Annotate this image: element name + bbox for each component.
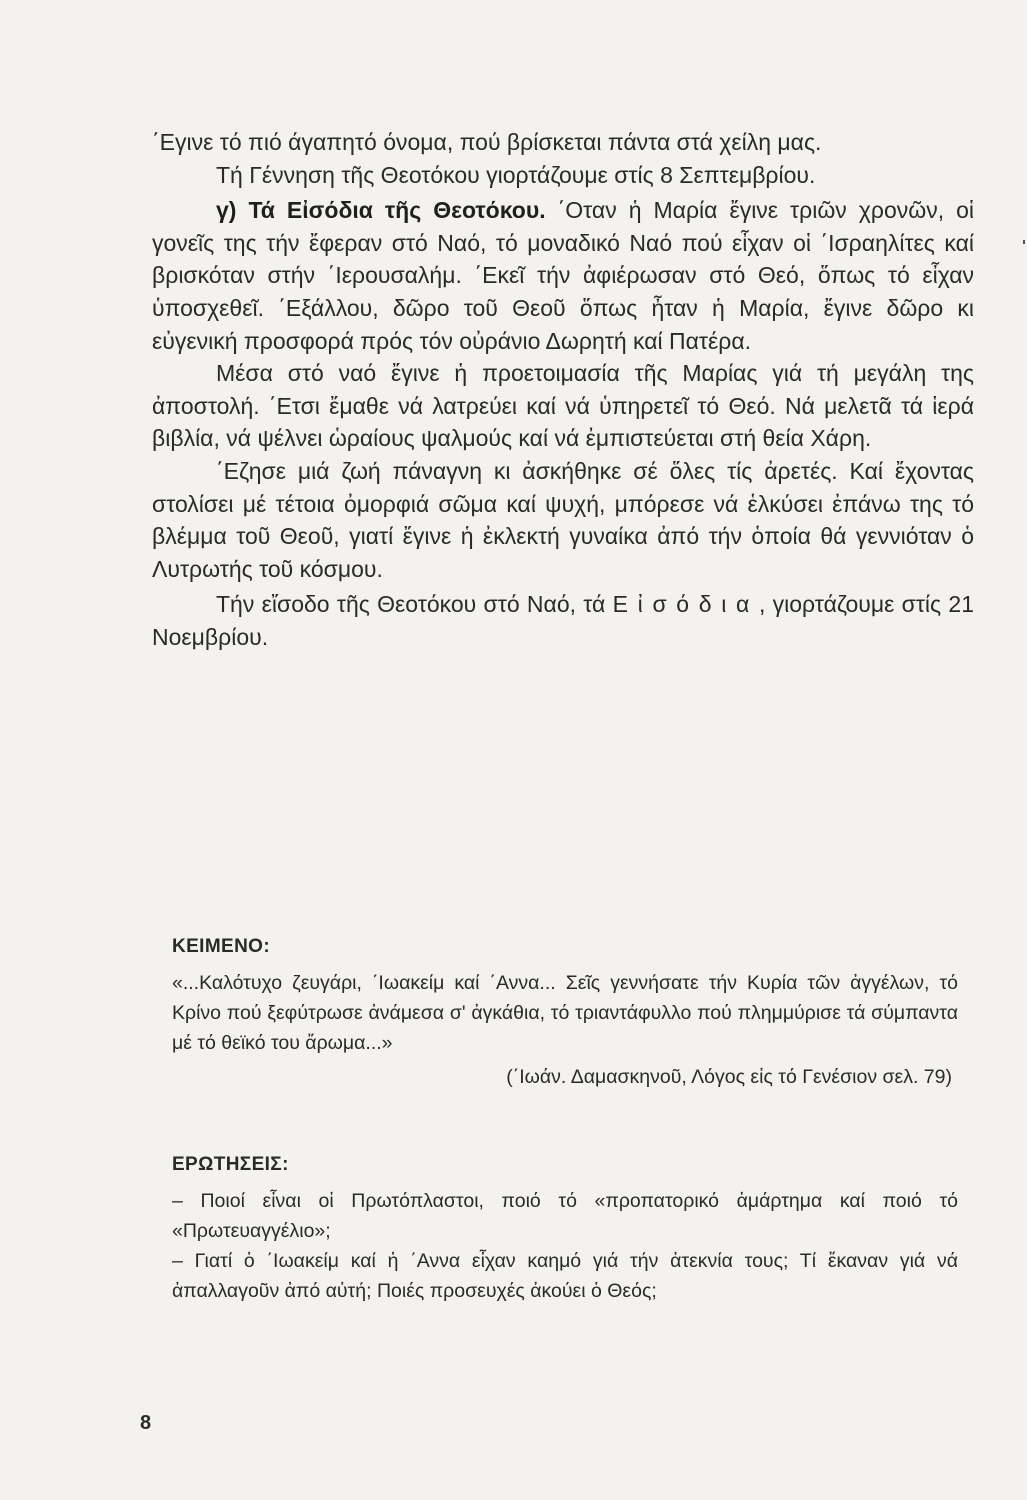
erotiseis-label: ΕΡΩΤΗΣΕΙΣ: [172,1154,289,1175]
kimeno-citation: (΄Ιωάν. Δαμασκηνοῦ, Λόγος εἰς τό Γενέσιον σελ. 79) [506,1066,952,1088]
erotiseis-section [172,1150,958,1306]
paragraph-3-text: ΄Οταν ἡ Μαρία ἔγινε τριῶν χρονῶν, οἱ γονεῖς της τήν ἔφεραν στό Ναό, τό μοναδικό Ναό πού εἶχαν οἱ ΄Ισραηλίτες καί βρισκόταν στήν ΄Ιερουσαλήμ. ΄Εκεῖ τήν ἀφιέρωσαν στό Θεό, ὅπως τό εἶχαν ὑποσχεθεῖ. ΄Εξάλλου, δῶρο τοῦ Θεοῦ ὅπως ἦταν ἡ Μαρία, ἔγινε δῶρο κι εὐγενική προσφορά πρός τόν οὐράνιο Δωρητή καί Πατέρα. [152,197,974,354]
paragraph-3 [152,194,974,357]
question-2: – Γιατί ὁ ΄Ιωακείμ καί ἡ ΄Αννα εἶχαν καημό γιά τήν ἀτεκνία τους; Τί ἔκαναν γιά νά ἀπαλλαγοῦν ἀπό αὐτή; Ποιές προσευχές ἀκούει ὁ Θεός; [172,1250,958,1302]
paragraph-1: ΄Εγινε τό πιό άγαπητό όνομα, πού βρίσκεται πάντα στά χείλη μας. [152,129,822,155]
paragraph-2: Τή Γέννηση τῆς Θεοτόκου γιορτάζουμε στίς 8 Σεπτεμβρίου. [216,161,816,188]
page-edge-mark [1023,240,1025,244]
spaced-word-eisodia: Εἰσόδια [612,591,759,618]
kimeno-section [172,932,958,1092]
paragraph-5: ΄Εζησε μιά ζωή πάναγνη κι ἀσκήθηκε σέ ὅλες τίς ἀρετές. Καί ἔχοντας στολίσει μέ τέτοια ὀμορφιά σῶμα καί ψυχή, μπόρεσε νά ἑλκύσει ἐπάνω της τό βλέμμα τοῦ Θεοῦ, γιατί ἔγινε ἡ ἐκλεκτή γυναίκα ἀπό τήν ὁποία θά γεννιόταν ὁ Λυτρωτής τοῦ κόσμου. [152,457,974,582]
paragraph-6-before: Τήν εἴσοδο τῆς Θεοτόκου στό Ναό, τά [216,591,613,618]
kimeno-quote: «...Καλότυχο ζευγάρι, ΄Ιωακείμ καί ΄Αννα... Σεῖς γεννήσατε τήν Κυρία τῶν ἀγγέλων, τό Κρίνο πού ξεφύτρωσε ἀνάμεσα σ' ἀγκάθια, τό τριαντάφυλλο πού πλημμύρισε τά σύμπαντα μέ τό θεϊκό του ἄρωμα...» [172,972,958,1054]
paragraph-6 [152,588,974,653]
paragraph-4: Μέσα στό ναό ἔγινε ἡ προετοιμασία τῆς Μαρίας γιά τή μεγάλη της ἀποστολή. ΄Ετσι ἔμαθε νά λατρεύει καί νά ὑπηρετεῖ τό Θεό. Νά μελετᾶ τά ἱερά βιβλία, νά ψέλνει ὡραίους ψαλμούς καί νά ἐμπιστεύεται στή θεία Χάρη. [152,360,974,452]
section-heading-eisodia: γ) Τά Εἰσόδια τῆς Θεοτόκου. [216,197,546,224]
main-text [152,126,974,654]
kimeno-label: ΚΕΙΜΕΝΟ: [172,936,271,957]
question-1: – Ποιοί εἶναι οἱ Πρωτόπλαστοι, ποιό τό «προπατορικό ἁμάρτημα καί ποιό τό «Πρωτευαγγέλιο»; [172,1190,958,1242]
page-number: 8 [140,1412,152,1434]
paragraph-6-after: , γιορτάζουμε στίς 21 Νοεμβρίου. [152,591,975,650]
